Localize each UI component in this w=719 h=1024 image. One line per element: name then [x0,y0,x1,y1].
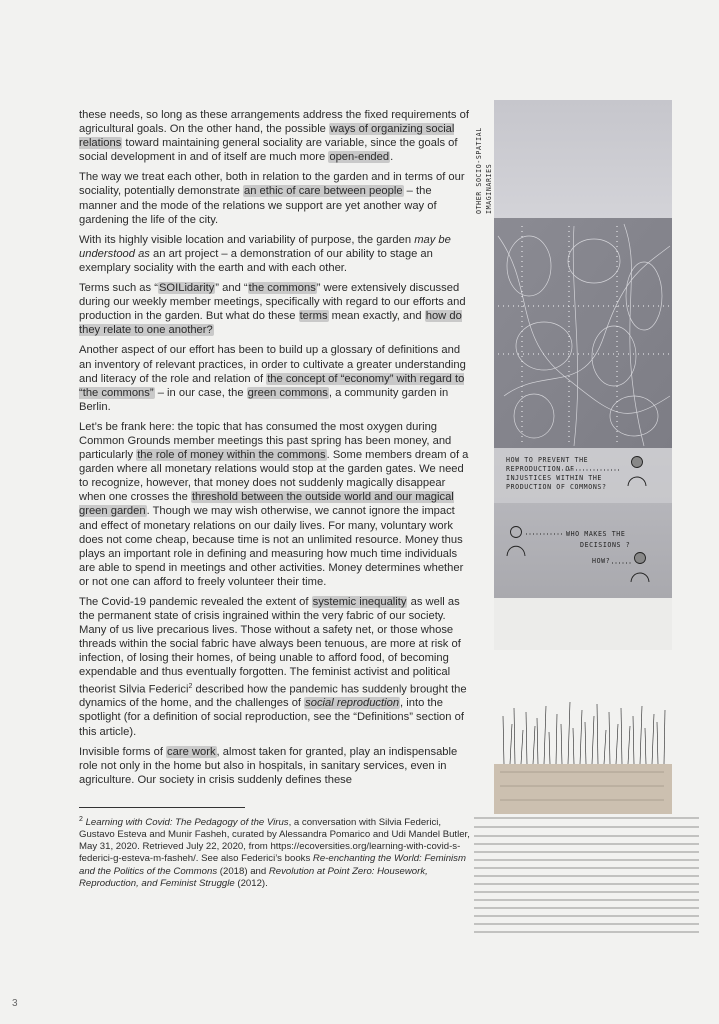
highlighted-term: how do they relate to one another? [79,310,462,337]
svg-text:WHO MAKES THE: WHO MAKES THE [566,530,626,538]
highlighted-term: systemic inequality [312,596,407,608]
text-run: described how the pandemic has suddenly brought the dynamics of the home, and the challenges of [79,683,467,710]
highlighted-term: green commons [247,386,328,399]
text-run: Re-enchanting the World: Feminism and the Politics of the Commons [79,853,466,877]
text-run: Terms such as “ [79,282,158,295]
text-run: (2012). [234,877,268,889]
main-text-column [79,108,471,793]
text-run: (2018) and [217,865,269,877]
text-run: toward maintaining general sociality are variable, since the goals of social development in and of itself are much more [79,137,458,164]
highlighted-term: SOILidarity [158,282,215,295]
body-paragraph [79,108,471,164]
page-number: 3 [12,998,18,1009]
text-run: , into the spotlight (for a definition of social reproduction, see the “Definitions” section of this article). [79,697,464,738]
art-vertical-label-2: IMAGINARIES [485,163,493,214]
text-run: . [390,151,394,164]
footnote-marker: 2 [79,816,83,823]
footnote-text [79,814,471,890]
text-run: . Though we may wish otherwise, we cannot ignore the impact and effect of monetary relations on our daily lives. For many, voluntary work does not come cheap, because time is not an unlimited resource. Money thus plays an important role in defining and measuring how much time individuals are able to spend in meetings and other activities. Money determines whether or not one can afford to freely volunteer their time. [79,505,464,588]
footnote [79,814,471,890]
text-run: The way we treat each other, both in relation to the garden and in terms of our sociality, potentially demonstrate [79,171,465,198]
artwork-collage [474,96,704,836]
svg-text:HOW TO PREVENT THE: HOW TO PREVENT THE [506,456,589,464]
highlighted-term: the commons [248,282,316,295]
art-lower-lines [474,834,704,954]
highlighted-term: care work [167,745,216,758]
highlighted-term: terms [299,310,328,323]
text-run: With its highly visible location and variability of purpose, the garden [79,233,415,246]
text-run: , a conversation with Silvia Federici, Gustavo Esteva and Munir Fasheh, curated by Alessandra Pomarico and Udi Mandel Butler, May 31, 2020. Retrieved July 22, 2020, from https://ecoversities.org/learning-with-covid-s-federici-g-esteva-m-fasheh/. See also Federici’s books [79,817,470,865]
highlighted-term: threshold between the outside world and our magical green garden [79,491,454,518]
text-run: Another aspect of our effort has been to build up a glossary of definitions and an inventory of relevant practices, in order to cultivate a greater understanding and literacy of the role and relation of [79,344,466,385]
art-soil-strip [494,764,672,814]
body-paragraph [79,420,471,589]
body-paragraph [79,343,471,413]
highlighted-term: the role of money within the commons [137,449,326,462]
highlighted-term: the concept of “economy” with regard to “the commons” [79,372,465,399]
body-paragraph [79,170,471,226]
body-paragraph [79,745,471,787]
text-run: The Covid-19 pandemic revealed the extent of [79,596,312,608]
text-run: ” were extensively discussed during our weekly member meetings, specifically with regard to our efforts and production in the garden. But what do these [79,282,466,323]
text-run: as well as the permanent state of crisis ingrained within the very fabric of our society. Many of us live precarious lives. Those without a safety net, or those whose threads within the social fabric have always been tenuous, are more at risk of infection, of losing their homes, of being unable to afford food, of becoming expendable and thus eventually forgotten. The feminist activist and political theorist Silvia Federici [79,596,461,696]
highlighted-term: social reproduction [305,697,400,710]
svg-text:INJUSTICES WITHIN THE: INJUSTICES WITHIN THE [506,474,602,482]
art-top-wash [494,100,672,218]
text-run: Learning with Covid: The Pedagogy of the Virus [85,817,289,829]
text-run: – the manner and the mode of the relations we support are yet another way of gardening the life of the city. [79,185,437,226]
highlighted-term: an ethic of care between people [243,185,403,198]
art-question-3: HOW? [592,557,611,565]
text-run: Let’s be frank here: the topic that has consumed the most oxygen during Common Grounds member meetings this past spring has been money, and particularly [79,420,452,462]
art-horizontal-lines [474,818,699,827]
text-run: may be understood as [79,233,451,260]
svg-text:DECISIONS ?: DECISIONS ? [580,541,631,549]
art-white-strip [494,598,672,650]
body-paragraph [79,595,471,739]
text-run: Invisible forms of [79,745,167,758]
text-run: mean exactly, and [328,310,425,323]
highlighted-term: ways of organizing social relations [79,123,455,150]
svg-text:PRODUCTION OF COMMONS?: PRODUCTION OF COMMONS? [506,483,607,491]
text-run: Revolution at Point Zero: Housework, Reproduction, and Feminist Struggle [79,865,428,889]
body-paragraph [79,281,471,337]
text-run: ” and “ [215,282,248,295]
text-run: – in our case, the [154,386,247,399]
footnote-divider [79,807,245,808]
footnote-marker: 2 [188,682,193,690]
text-run: . Some members dream of a garden where all monetary relations would stop at the garden gates. We need to recognize, however, that money does not suddenly magically disappear when one crosses the [79,449,469,504]
highlighted-term: open-ended [329,151,390,164]
art-grass-drawing [503,702,665,764]
svg-text:REPRODUCTION OF: REPRODUCTION OF [506,465,575,473]
text-run: , almost taken for granted, play an indispensable role not only in the home but also in hospitals, in sanitary services, even in agriculture. Our society in crisis suddenly defines these [79,745,458,786]
art-vertical-label-1: OTHER SOCIO-SPATIAL [475,127,483,214]
text-run: these needs, so long as these arrangements address the fixed requirements of agricultural goals. On the other hand, the possible [79,109,469,136]
text-run: , a community garden in Berlin. [79,386,449,413]
text-run: an art project – a demonstration of our ability to stage an exemplary sociality with the earth and with each other. [79,247,433,274]
body-paragraph [79,233,471,275]
